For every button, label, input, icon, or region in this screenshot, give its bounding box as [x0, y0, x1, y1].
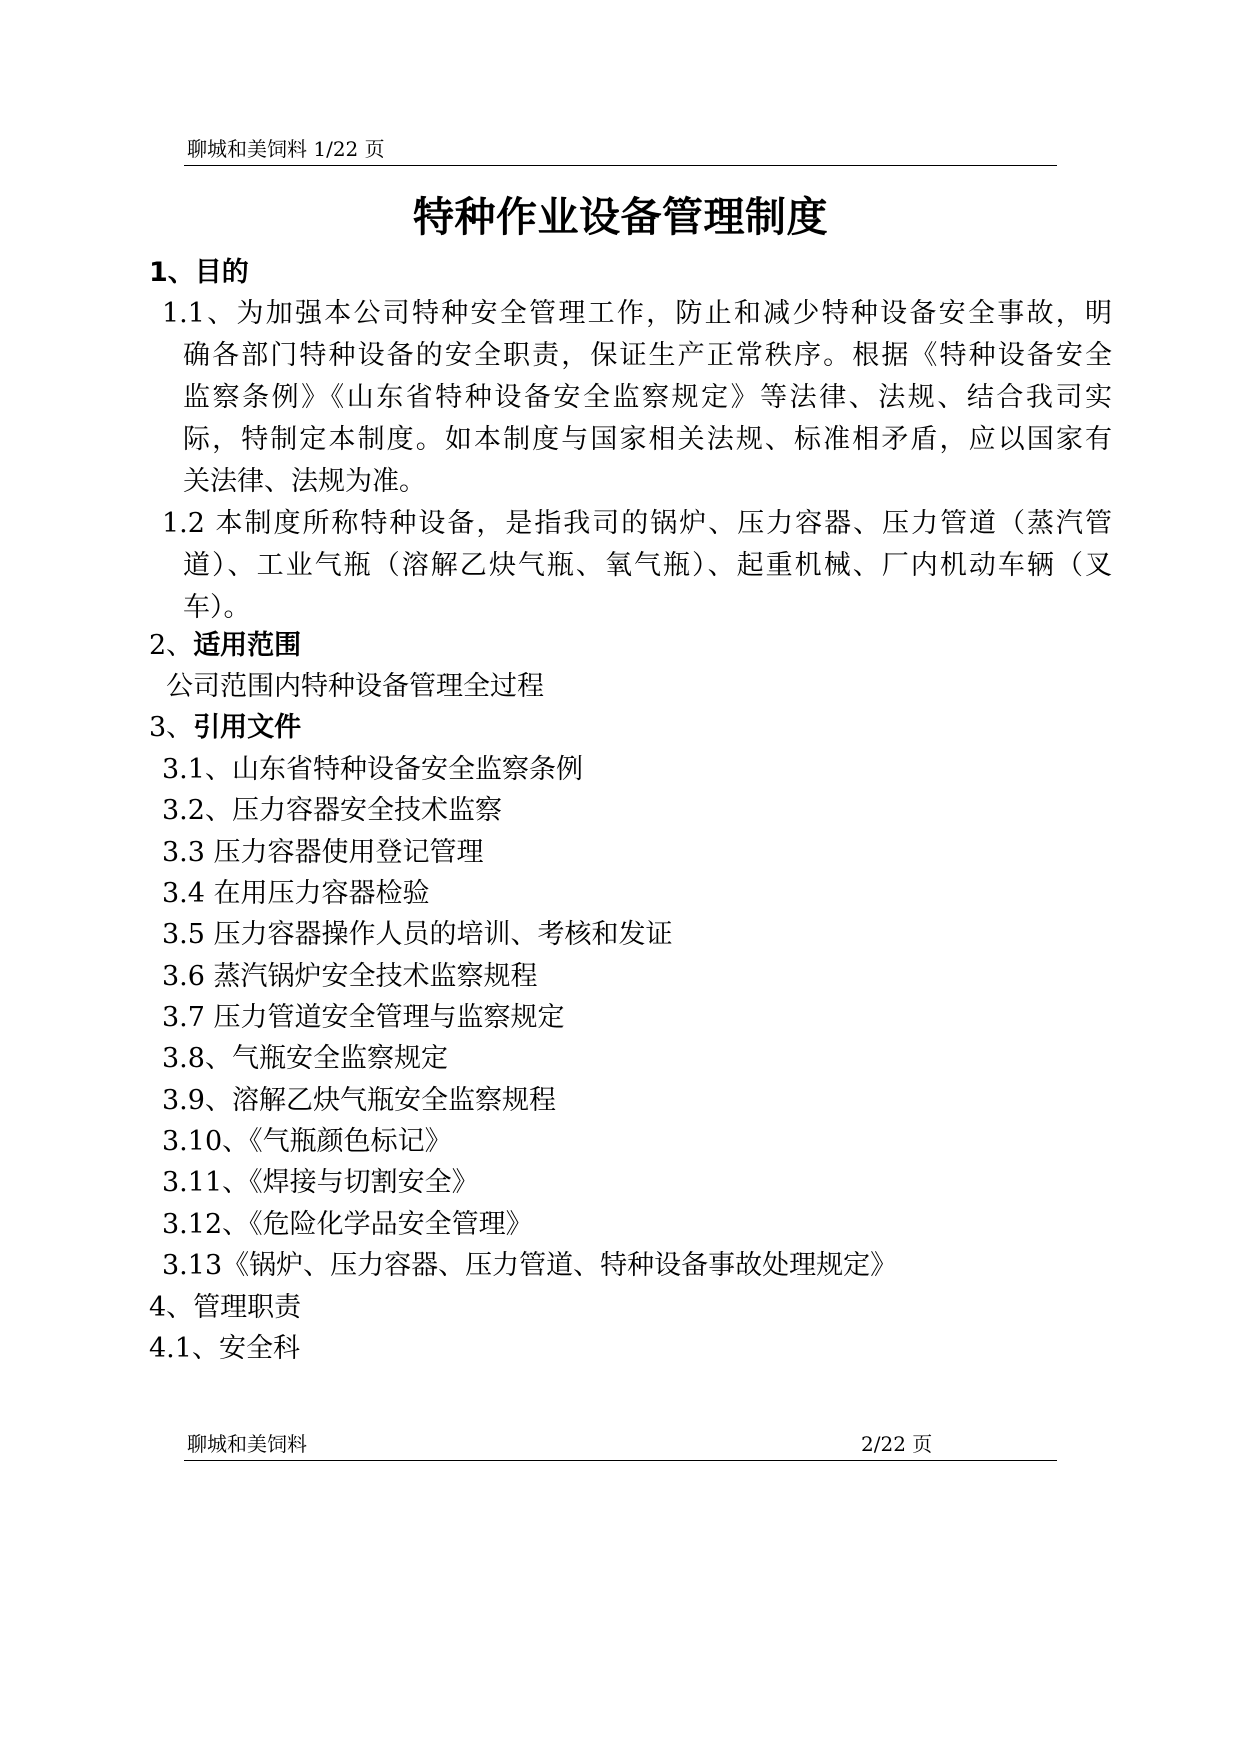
reference-item: 3.7 压力管道安全管理与监察规定 [162, 1002, 565, 1033]
reference-item: 3.10、《气瓶颜色标记》 [162, 1126, 452, 1157]
subsection-4-1: 4.1、安全科 [149, 1333, 300, 1364]
section-heading-4: 4、管理职责 [149, 1292, 302, 1323]
paragraph-line: 1.2 本制度所称特种设备，是指我司的锅炉、压力容器、压力管道（蒸汽管 [162, 508, 1112, 539]
section-heading-2 [149, 628, 301, 664]
section-number: 3、 [149, 712, 194, 743]
header-rule-top [184, 165, 1057, 166]
document-title: 特种作业设备管理制度 [413, 193, 828, 241]
paragraph-line: 关法律、法规为准。 [183, 466, 426, 497]
section-number: 2、 [149, 630, 194, 661]
section-title: 引用文件 [193, 712, 302, 743]
reference-item: 3.5 压力容器操作人员的培训、考核和发证 [162, 919, 673, 950]
section-2-body: 公司范围内特种设备管理全过程 [166, 671, 544, 702]
paragraph-line: 监察条例》《山东省特种设备安全监察规定》等法律、法规、结合我司实 [183, 382, 1112, 413]
section-title: 适用范围 [193, 630, 302, 661]
paragraph-line: 确各部门特种设备的安全职责，保证生产正常秩序。根据《特种设备安全 [183, 340, 1112, 371]
paragraph-line: 际，特制定本制度。如本制度与国家相关法规、标准相矛盾，应以国家有 [183, 424, 1112, 455]
paragraph-line: 1.1、为加强本公司特种安全管理工作，防止和减少特种设备安全事故，明 [162, 298, 1112, 329]
section-heading-1: 1、目的 [149, 257, 249, 288]
paragraph-line: 车）。 [183, 592, 251, 623]
reference-item: 3.8、气瓶安全监察规定 [162, 1043, 448, 1074]
reference-item: 3.11、《焊接与切割安全》 [162, 1167, 479, 1198]
reference-item: 3.3 压力容器使用登记管理 [162, 837, 484, 868]
running-header-bottom-page: 2/22 页 [861, 1432, 933, 1456]
reference-item: 3.13《锅炉、压力容器、压力管道、特种设备事故处理规定》 [162, 1250, 898, 1281]
reference-item: 3.12、《危险化学品安全管理》 [162, 1209, 533, 1240]
reference-item: 3.4 在用压力容器检验 [162, 878, 430, 909]
paragraph-1-2 [162, 503, 1112, 629]
paragraph-1-1 [162, 293, 1112, 503]
reference-item: 3.1、山东省特种设备安全监察条例 [162, 754, 583, 785]
running-header-bottom-left: 聊城和美饲料 [187, 1432, 307, 1456]
reference-item: 3.6 蒸汽锅炉安全技术监察规程 [162, 961, 538, 992]
reference-item: 3.2、压力容器安全技术监察 [162, 795, 502, 826]
section-heading-3 [149, 710, 301, 746]
running-header-top: 聊城和美饲料 1/22 页 [187, 137, 385, 161]
paragraph-line: 道）、工业气瓶（溶解乙炔气瓶、氧气瓶）、起重机械、厂内机动车辆（叉 [183, 550, 1112, 581]
header-rule-bottom [184, 1460, 1057, 1461]
reference-item: 3.9、溶解乙炔气瓶安全监察规程 [162, 1085, 556, 1116]
